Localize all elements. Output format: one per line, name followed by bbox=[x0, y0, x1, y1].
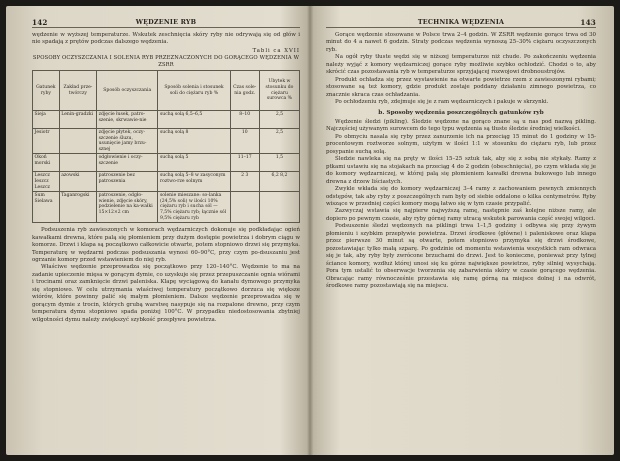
left-running-head bbox=[32, 16, 300, 28]
left-page-number: 142 bbox=[32, 18, 48, 27]
cell: Sum Sielawa bbox=[33, 192, 60, 223]
cell: solenie mieszane: so-lanka (24,5% soli) w ilości 10% ciężaru ryb i sucha sól — 7,5% ciężaru ryb; łącznie sól 9,5% ciężaru ryb bbox=[158, 192, 230, 223]
right-para-8: Zwykle wkłada się do komory wędzarniczej 3–4 ramy z zachowaniem pewnych zmiennych odstępów, tak aby ryby z poszczególnych ram były od siebie oddalone o kilka centymetrów. Ryby wiszące w przedniej części komory mogą łatwo się w tym czasie przypalić. bbox=[326, 186, 596, 207]
cell: 11–17 bbox=[230, 154, 259, 172]
right-para-10: Podsuszenie śledzi wędzonych na piklingi trwa 1–1,5 godziny i odbywa się przy żywym płomieniu i szybkim przepływie powietrza. Drzwi środkowe (główne) i paleniskowe oraz klapa przez pierwsze 30 minut są otwarte, potem stopniowo przymyka się drzwi środkowe, pozostawiając tylko małą szparę. Po godzinie od momentu wstawienia wszystkich ram odwraca się je tak, aby ryby były zwrócone brzuchami do drzwi. Jest to konieczne, ponieważ przy tylnej ściance komory, wzdłuż której unosi się ku górze największe powietrze, ryby silniej wysychają. Pora tym ustalić to obserwacje tworzenia się zabarwienia skóry w czasie gorącego wędzenia. Obracając ramy równocześnie przestawia się ramę górną na miejsce dolnej i na odwrót, środkowe ramy pozostawiają się na miejscu. bbox=[326, 223, 596, 289]
cell bbox=[59, 154, 96, 172]
cell: Sieja bbox=[33, 111, 60, 129]
left-running-title: WĘDZENIE RYB bbox=[135, 18, 197, 26]
right-page bbox=[326, 16, 596, 448]
cell: suchą solą 5–8 w zasyconym roztwo-rze solnym bbox=[158, 172, 230, 192]
cell: azowski bbox=[59, 172, 96, 192]
right-para-9: Zazwyczaj wstawia się najpierw najwyższą ramę, następnie zaś kolejne niższe ramy, ale dopiero po pewnym czasie, aby ryby górnej ramy utracą wskutek parowania część swojej wilgoci. bbox=[326, 208, 596, 222]
salting-table bbox=[32, 70, 300, 223]
cell: Leszcz Ieszcz Leszcz bbox=[33, 172, 60, 192]
cell: 6,2 8,2 bbox=[259, 172, 299, 192]
table-row bbox=[33, 172, 300, 192]
table-number: Tabli ca XVII bbox=[252, 47, 300, 54]
cell: 8–10 bbox=[230, 111, 259, 129]
cell: zdjęcie łusek, patro-szenie, skrwawie-nie bbox=[97, 111, 158, 129]
cell bbox=[230, 192, 259, 223]
cell: Taganrogski bbox=[59, 192, 96, 223]
left-para-top: wędzenie w wyższej temperaturze. Wskutek zeschnięcia skóry ryby nie odrywają się od głów i nie spadają z prętów podczas dalszego wędzenia. bbox=[32, 32, 300, 46]
table-header-row bbox=[33, 71, 300, 111]
col-cleaning: Sposób oczyszczania bbox=[97, 71, 158, 111]
table-row bbox=[33, 129, 300, 154]
col-salting: Sposób solenia i stosunek soli do ciężaru ryb % bbox=[158, 71, 230, 111]
col-plant: Zakład prze-twórczy bbox=[59, 71, 96, 111]
cell: 10 bbox=[230, 129, 259, 154]
table-title: SPOSOBY OCZYSZCZANIA I SOLENIA RYB PRZEZNACZONYCH DO GORĄCEGO WĘDZENIA W ZSRR bbox=[32, 54, 300, 68]
left-para-1: Podsuszenia ryb zawieszonych w komorach wędzarniczych dokonuje się podkładając ogień kawałkami drewna, które palą się płomieniem przy dużym dostępie powietrza i dobrym ciągu w komorze. Drzwi i klapa są początkowo całkowicie otwarte, potem stopniowo drzwi się przymyka. Temperaturę w wędzarni podczas podsuszania wynosi 60–90°C, przy czym po-dsuszaniu jest ogrzanie komory przed wstawieniem do niej ryb. bbox=[32, 227, 300, 264]
cell: 1,5 bbox=[259, 154, 299, 172]
left-page bbox=[32, 16, 300, 448]
cell: 2,5 bbox=[259, 111, 299, 129]
cell: 2,5 bbox=[259, 129, 299, 154]
cell: odgłowienie i oczy-szczenie bbox=[97, 154, 158, 172]
cell: patroszenie, odgło-wienie, zdjęcie skóry, podzielenie na ka-wałki 15×12×2 cm bbox=[97, 192, 158, 223]
right-running-head bbox=[326, 16, 596, 28]
cell: 2 3 bbox=[230, 172, 259, 192]
right-para-1: Gorące wędzenie stosowane w Polsce trwa 2–4 godzin. W ZSRR wędzenie gorące trwa od 30 minut do 4 a nawet 6 godzin. Straty podczas wędzenia wynoszą 25–30% ciężaru oczyszczonych ryb. bbox=[326, 32, 596, 53]
cell: Jesiotr bbox=[33, 129, 60, 154]
cell: suchą solą 8 bbox=[158, 129, 230, 154]
section-subheading: b. Sposoby wędzenia poszczególnych gatunków ryb bbox=[378, 109, 544, 116]
col-time: Czas sole-nia godz. bbox=[230, 71, 259, 111]
col-species: Gatunek ryby bbox=[33, 71, 60, 111]
book-spread bbox=[6, 6, 614, 455]
table-row bbox=[33, 192, 300, 223]
right-para-3: Produkt ochładza się przez wystawienie na otwarte powietrze rzem z zawieszonymi rybami; stosowane są też komory, gdzie produkt zostaje poddany działaniu zimnego powietrza, co znacznie skraca czas ochładzania. bbox=[326, 76, 596, 98]
right-para-6: Po obmyciu nasala się ryby przez zanurzenie ich na przeciąg 15 minut do 1 godziny w 15-procentowym roztworze solnym, użytym w ilości 1:1 w stosunku do ciężaru ryb, lub przez posypanie suchą solą. bbox=[326, 133, 596, 155]
cell: patroszenie bez patroszenia bbox=[97, 172, 158, 192]
table-row bbox=[33, 111, 300, 129]
cell: Lenin-gradzki bbox=[59, 111, 96, 129]
right-para-7: Śledzie nawleka się na pręty w ilości 15–25 sztuk tak, aby się z sobą nie stykały. Ramy z ptkami ustawiu się na stojakach na przeciąg 4 do 2 godzin (obeschnięcia), po czym wkłada się je do komory wędzarniczej, w której palą się płomieniem kawałki drewna bukowego lub innego drewna z drzew liściastych. bbox=[326, 156, 596, 185]
cell: suchą solą 6,5–6,5 bbox=[158, 111, 230, 129]
right-page-number: 143 bbox=[580, 18, 596, 27]
cell bbox=[59, 129, 96, 154]
cell bbox=[259, 192, 299, 223]
right-para-2: Na ogół ryby tłuste wędzi się w niższej temperaturze niż chude. Po zakończeniu wędzenia należy wyjąć z komory wędzarniczej gorące ryby możliwie szybko ochłodzić. Chodzi o to, aby skrócić czas pozostawania ryb w temperaturze sprzyjającej rozwojowi drobnoustrojów. bbox=[326, 54, 596, 76]
right-para-4: Po ochłodzeniu ryb, zdejmuje się je z ram wędzarniczych i pakuje w skrzynki. bbox=[335, 99, 549, 106]
right-running-title: TECHNIKA WĘDZENIA bbox=[417, 18, 505, 26]
cell: Okoń morski bbox=[33, 154, 60, 172]
col-loss: Ubytek w stosunku do ciężaru surowca % bbox=[259, 71, 299, 111]
cell: zdjęcie płytek, oczy-szczenie śluzu, usunięcie jamy brzu-sznej bbox=[97, 129, 158, 154]
table-row bbox=[33, 154, 300, 172]
cell: suchą solą 5 bbox=[158, 154, 230, 172]
left-para-2: Właściwe wędzenie przeprowadza się początkowo przy 120–140°C. Wędzenie to ma na zadanie upieczenie mięsa w gorącym dymie, co uzyskuje się przez przepuszczanie ognia wiórami i trocinami oraz zamknięcie drzwi paleniska. Klapę wyciągową do kanału dymowego przymyka się stopniowo. W celu utrzymania właściwej temperatury początkowo dorzuca się większe wiórów, które powinny palić się małym płomieniem. Dalsze wędzenie przeprowadza się w gorącym dymie z trocin, których grubą warstwę nasypuje się na rozpalone drewno, przy czym temperatura dymu stopniowo spada poniżej 100°C. W przypadku niedostosowania zbytniej wilgotności dymu należy zwiększyć szybkość przepływu powietrza. bbox=[32, 264, 300, 323]
right-para-5: Wędzenie śledzi (pikling). Śledzie wędzone na gorąco znane są u nas pod nazwą pikling. Najczęściej używanym surowcem do tego typu wędzenia są tłuste śledzie średniej wielkości. bbox=[326, 118, 596, 133]
